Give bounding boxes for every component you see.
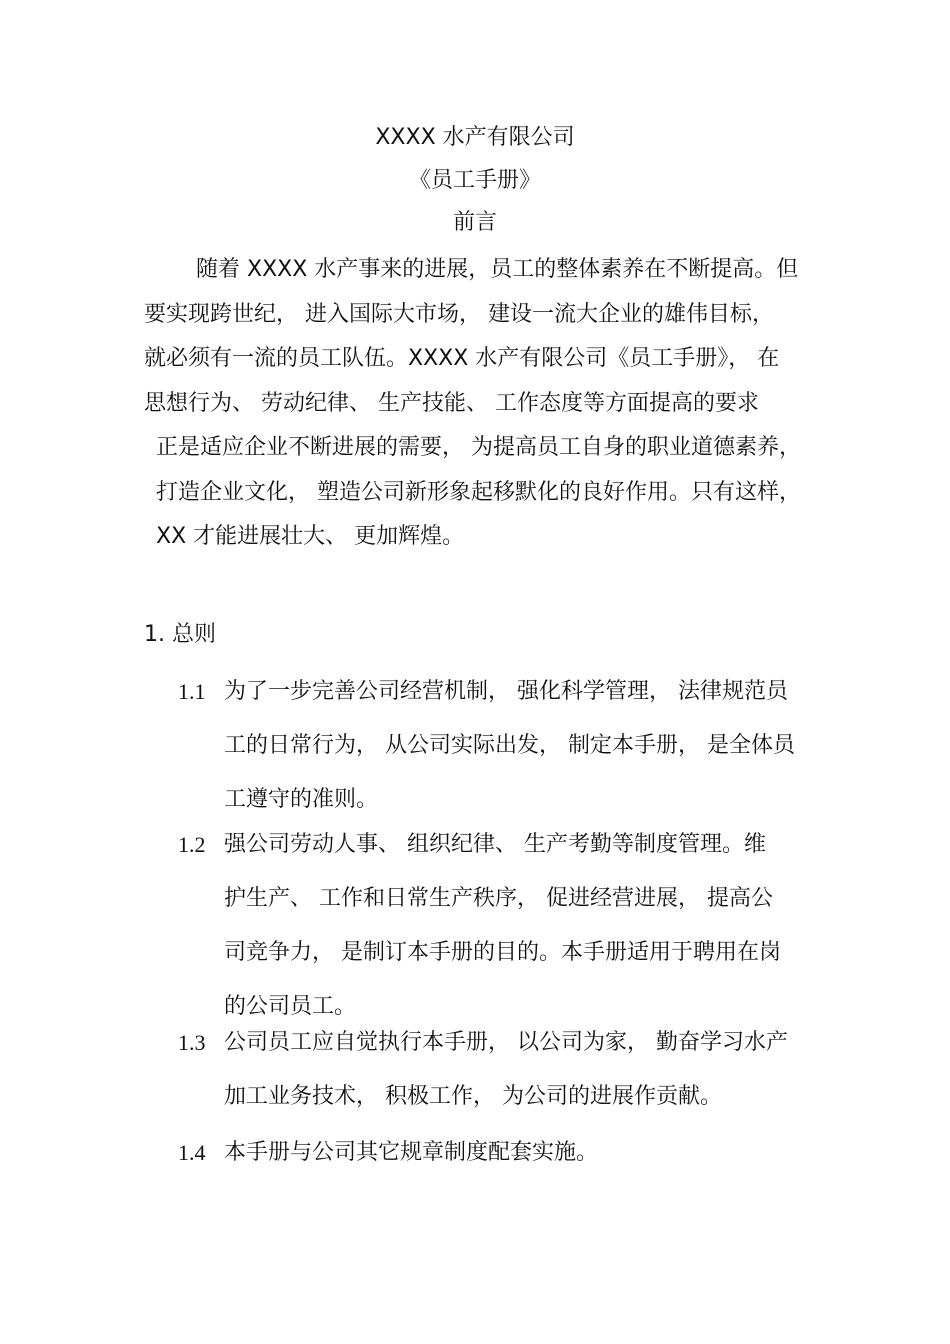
- clause-number: 1.3: [178, 1030, 206, 1055]
- preface-line: 打造企业文化， 塑造公司新形象起移默化的良好作用。只有这样，: [156, 479, 801, 505]
- clause-line: 工遵守的准则。: [224, 787, 379, 812]
- preface-line: 要实现跨世纪， 进入国际大市场， 建设一流大企业的雄伟目标，: [144, 301, 774, 327]
- preface-paragraph: [144, 248, 824, 560]
- clause-text: [224, 830, 824, 1046]
- clause-line: 强公司劳动人事、 组织纪律、 生产考勤等制度管理。维: [224, 832, 766, 857]
- preface-line: 就必须有一流的员工队伍。XXXX 水产有限公司《员工手册》， 在: [144, 346, 780, 371]
- clause-number: 1.1: [178, 679, 206, 704]
- clause-text: [224, 677, 824, 839]
- clause-number: 1.4: [178, 1140, 206, 1165]
- section-heading-general: 1. 总则: [144, 622, 216, 647]
- preface-line: 随着 XXXX 水产事来的进展，员工的整体素养在不断提高。但: [196, 257, 799, 282]
- clause-line: 司竞争力， 是制订本手册的目的。本手册适用于聘用在岗: [224, 940, 781, 965]
- preface-line: XX 才能进展壮大、 更加辉煌。: [156, 524, 465, 549]
- clause-line: 为了一步完善公司经营机制， 强化科学管理， 法律规范员: [224, 679, 788, 704]
- clause-line: 的公司员工。: [224, 994, 357, 1019]
- clause-line: 护生产、 工作和日常生产秩序， 促进经营进展， 提高公: [224, 886, 773, 911]
- preface-line: 正是适应企业不断进展的需要， 为提高员工自身的职业道德素养，: [156, 435, 801, 460]
- clause-text: [224, 1138, 824, 1192]
- clause-number: 1.2: [178, 832, 206, 857]
- preface-line: 思想行为、 劳动纪律、 生产技能、 工作态度等方面提高的要求: [144, 390, 759, 416]
- company-title: XXXX 水产有限公司: [375, 125, 575, 150]
- clause-line: 公司员工应自觉执行本手册， 以公司为家， 勤奋学习水产: [224, 1030, 788, 1055]
- clause-line: 加工业务技术， 积极工作， 为公司的进展作贡献。: [224, 1084, 722, 1109]
- preface-heading: 前言: [452, 210, 497, 235]
- clause-text: [224, 1028, 824, 1136]
- handbook-title: 《员工手册》: [408, 168, 541, 193]
- clause-line: 本手册与公司其它规章制度配套实施。: [224, 1140, 599, 1165]
- clause-line: 工的日常行为， 从公司实际出发， 制定本手册， 是全体员: [224, 733, 795, 758]
